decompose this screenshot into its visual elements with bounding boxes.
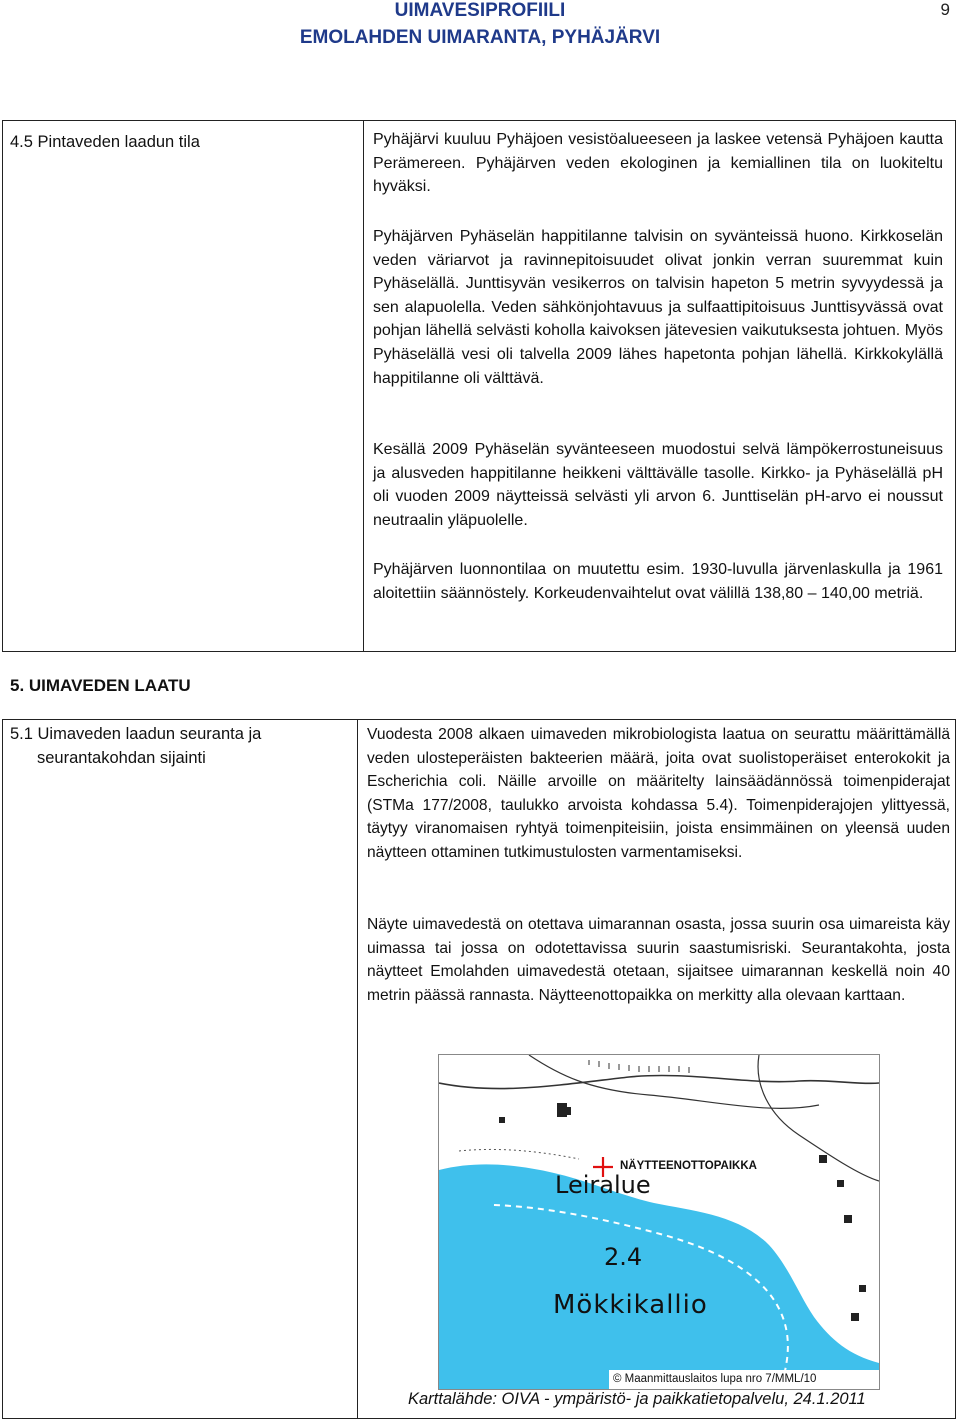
- paragraph-5-1-1: Vuodesta 2008 alkaen uimaveden mikrobiologista laatua on seurattu määrittämällä veden ulosteperäisten bakteerien määrä, joita ovat suolistoperäiset enterokokit ja Escherichia coli. Näille arvoille on määritelty lainsäädännössä toimenpiderajat (STMa 177/2008, taulukko arvoista kohdassa 5.4). Toimenpiderajojen ylittyessä, täytyy viranomaisen ryhtyä toimenpiteisiin, joista ensimmäinen on yleensä uuden näytteen ottaminen tutkimustulosten varmentamiseksi.: [367, 726, 950, 861]
- map-caption: Karttalähde: OIVA - ympäristö- ja paikkatietopalvelu, 24.1.2011: [408, 1390, 866, 1408]
- building: [565, 1107, 571, 1115]
- building: [851, 1313, 859, 1321]
- depth-label: 2.4: [604, 1243, 643, 1271]
- section-5-1-label-line2: seurantakohdan sijainti: [37, 749, 206, 767]
- building: [819, 1155, 827, 1163]
- map-copyright: © Maanmittauslaitos lupa nro 7/MML/10: [609, 1370, 880, 1389]
- document-title: UIMAVESIPROFIILI: [394, 0, 566, 21]
- sample-point-label: NÄYTTEENOTTOPAIKKA: [620, 1160, 757, 1172]
- building: [844, 1215, 852, 1223]
- table-divider: [363, 120, 364, 652]
- section-4-5-label: 4.5 Pintaveden laadun tila: [10, 133, 200, 151]
- page-number: 9: [940, 0, 950, 19]
- table-divider: [357, 719, 358, 1419]
- paragraph-5-1-2: Näyte uimavedestä on otettava uimarannan osasta, jossa suurin osa uimareista käy uimassa tai jossa on odotettavissa suurin saastumisriski. Seurantakohta, josta näytteet Emolahden uimavedestä otetaan, sijaitsee uimarannan keskellä noin 40 metrin päässä rannasta. Näytteenottopaikka on merkitty alla olevaan karttaan.: [367, 916, 950, 1004]
- section-5-1-label-line1: 5.1 Uimaveden laadun seuranta ja: [10, 725, 262, 743]
- place-label-mokkikallio: Mökkikallio: [553, 1290, 708, 1320]
- paragraph-4-5-2: Pyhäjärven Pyhäselän happitilanne talvisin on syvänteissä huono. Kirkkoselän veden väriarvot ja ravinnepitoisuudet olivat jonkin verran suuremmat kuin Pyhäselällä. Junttisyvän vesikerros on talvisin hapeton 5 metrin syvyydessä ja sen alapuolella. Veden sähkönjohtavuus ja sulfaattipitoisuus Junttisyvässä ovat pohjan lähellä selvästi koholla kaivoksen jätevesien vaikutuksesta johtuen. Myös Pyhäselällä vesi oli talvella 2009 lähes hapetonta pohjan lähellä. Kirkkokylällä happitilanne oli välttävä.: [373, 228, 943, 387]
- building: [837, 1180, 844, 1187]
- paragraph-4-5-4: Pyhäjärven luonnontilaa on muutettu esim. 1930-luvulla järvenlaskulla ja 1961 aloitettiin säännöstely. Korkeudenvaihtelut ovat välillä 138,80 – 140,00 metriä.: [373, 561, 943, 602]
- building: [499, 1117, 505, 1123]
- map-image: [438, 1054, 880, 1390]
- document-subtitle: EMOLAHDEN UIMARANTA, PYHÄJÄRVI: [299, 27, 661, 48]
- section-5-heading: 5. UIMAVEDEN LAATU: [10, 676, 191, 695]
- paragraph-4-5-3: Kesällä 2009 Pyhäselän syvänteeseen muodostui selvä lämpökerrostuneisuus ja alusveden happitilanne heikkeni välttävälle tasolle. Kirkko- ja Pyhäselällä pH oli vuoden 2009 näytteissä selvästi yli arvon 6. Junttiselän pH-arvo ei noussut neutraalin yläpuolelle.: [373, 441, 943, 529]
- map-svg: [439, 1055, 879, 1389]
- paragraph-4-5-1: Pyhäjärvi kuuluu Pyhäjoen vesistöalueeseen ja laskee vetensä Pyhäjoen kautta Perämereen. Pyhäjärven veden ekologinen ja kemiallinen tila on luokiteltu hyväksi.: [373, 131, 943, 196]
- place-label-leiralue: Leiralue: [555, 1171, 651, 1199]
- building: [859, 1285, 866, 1292]
